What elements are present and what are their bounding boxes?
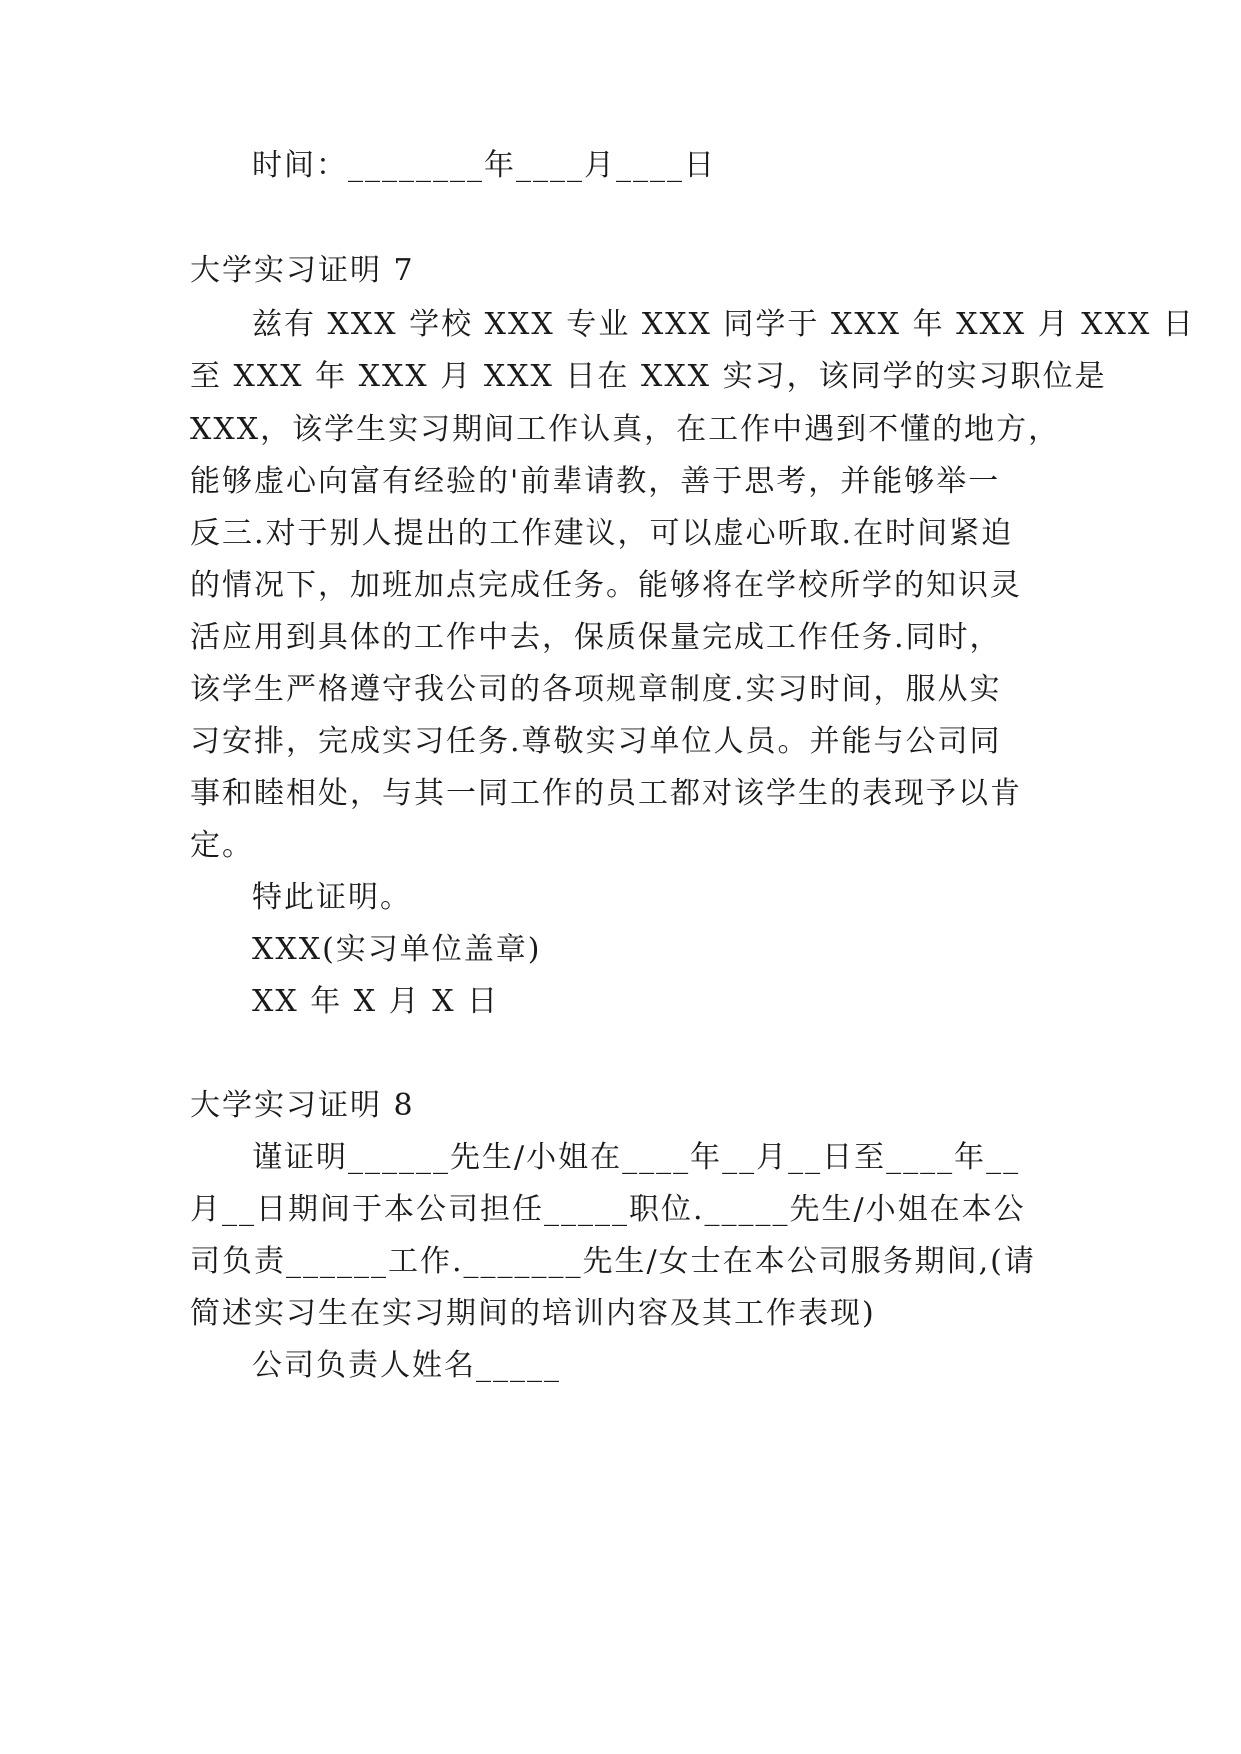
section-7-body-line: 至 XXX 年 XXX 月 XXX 日在 XXX 实习，该同学的实习职位是 [190,359,1107,394]
section-8-body-line: 简述实习生在实习期间的培训内容及其工作表现) [190,1296,876,1331]
section-7-body-line: 能够虚心向富有经验的'前辈请教，善于思考，并能够举一 [190,464,1001,499]
section-7-date: XX 年 X 月 X 日 [252,984,500,1019]
section-7-body-line: 反三.对于别人提出的工作建议，可以虚心听取.在时间紧迫 [190,516,1014,551]
section-8-body-line: 月__日期间于本公司担任_____职位._____先生/小姐在本公 [190,1192,1026,1227]
section-7-title: 大学实习证明 7 [190,253,415,288]
section-7-body-line: 事和睦相处，与其一同工作的员工都对该学生的表现予以肯 [190,776,1022,811]
section-7-body-line: XXX，该学生实习期间工作认真，在工作中遇到不懂的地方， [190,412,1061,447]
section-7-body-line: 习安排，完成实习任务.尊敬实习单位人员。并能与公司同 [190,724,1002,759]
time-fill-line: 时间：________年____月____日 [252,148,716,183]
section-7-seal: XXX(实习单位盖章) [252,932,542,967]
section-7-body-line: 活应用到具体的工作中去，保质保量完成工作任务.同时， [190,620,1002,655]
section-7-body-line: 该学生严格遵守我公司的各项规章制度.实习时间，服从实 [190,672,1002,707]
section-7-body-line: 的情况下，加班加点完成任务。能够将在学校所学的知识灵 [190,568,1022,603]
section-8-body-line: 司负责______工作._______先生/女士在本公司服务期间,(请 [190,1244,1036,1279]
section-8-body-line: 谨证明______先生/小姐在____年__月__日至____年__ [252,1140,1021,1175]
section-7-body-line: 兹有 XXX 学校 XXX 专业 XXX 同学于 XXX 年 XXX 月 XXX 日 [252,307,1195,342]
section-7-body-line: 定。 [190,828,254,863]
section-8-title: 大学实习证明 8 [190,1088,415,1123]
section-7-closing: 特此证明。 [252,880,412,915]
section-8-signature: 公司负责人姓名_____ [252,1348,561,1383]
